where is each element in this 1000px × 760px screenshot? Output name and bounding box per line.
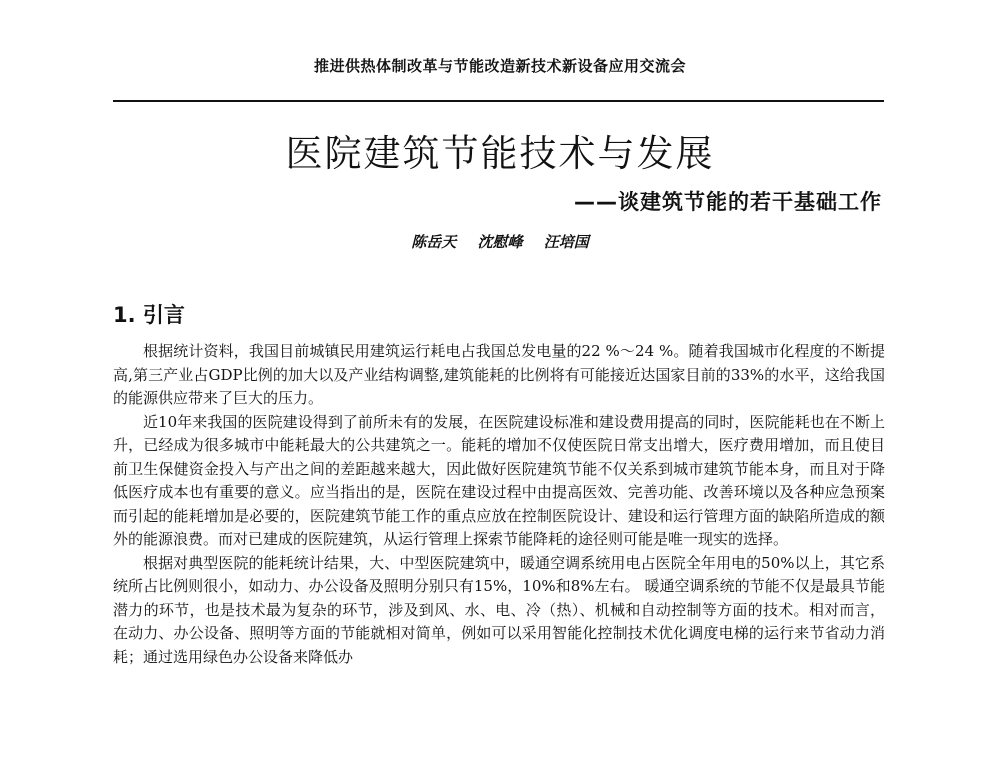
section-heading: 1. 引言 <box>113 303 185 327</box>
paper-subtitle: ——谈建筑节能的若干基础工作 <box>574 190 882 214</box>
paper-title: 医院建筑节能技术与发展 <box>285 132 715 175</box>
running-header: 推进供热体制改革与节能改造新技术新设备应用交流会 <box>313 57 686 75</box>
paragraph: 根据对典型医院的能耗统计结果，大、中型医院建筑中，暖通空调系统用电占医院全年用电的50%以上，其它系统所占比例则很小，如动力、办公设备及照明分别只有15%，10%和8%左右。 暖通空调系统的节能不仅是最具节能潜力的环节，也是技术最为复杂的环节，涉及到风、水、电、冷（热）、机械和自动控制等方面的技术。相对而言，在动力、办公设备、照明等方面的节能就相对简单，例如可以采用智能化控制技术优化调度电梯的运行来节省动力消耗；通过选用绿色办公设备来降低办 <box>113 553 885 666</box>
author-list: 陈岳天 沈慰峰 汪培国 <box>411 233 589 251</box>
header-rule <box>113 100 884 102</box>
paragraph: 近10年来我国的医院建设得到了前所未有的发展，在医院建设标准和建设费用提高的同时，医院能耗也在不断上升，已经成为很多城市中能耗最大的公共建筑之一。能耗的增加不仅使医院日常支出增大，医疗费用增加，而且使目前卫生保健资金投入与产出之间的差距越来越大，因此做好医院建筑节能不仅关系到城市建筑节能本身，而且对于降低医疗成本也有重要的意义。应当指出的是，医院在建设过程中由提高医效、完善功能、改善环境以及各种应急预案而引起的能耗增加是必要的，医院建筑节能工作的重点应放在控制医院设计、建设和运行管理方面的缺陷所造成的额外的能源浪费。而对已建成的医院建筑，从运行管理上探索节能降耗的途径则可能是唯一现实的选择。 <box>113 412 885 548</box>
section-body <box>113 340 885 669</box>
paragraph: 根据统计资料，我国目前城镇民用建筑运行耗电占我国总发电量的22 %～24 %。随着我国城市化程度的不断提高,第三产业占GDP比例的加大以及产业结构调整,建筑能耗的比例将有可能接近达国家目前的33%的水平，这给我国的能源供应带来了巨大的压力。 <box>113 342 885 407</box>
